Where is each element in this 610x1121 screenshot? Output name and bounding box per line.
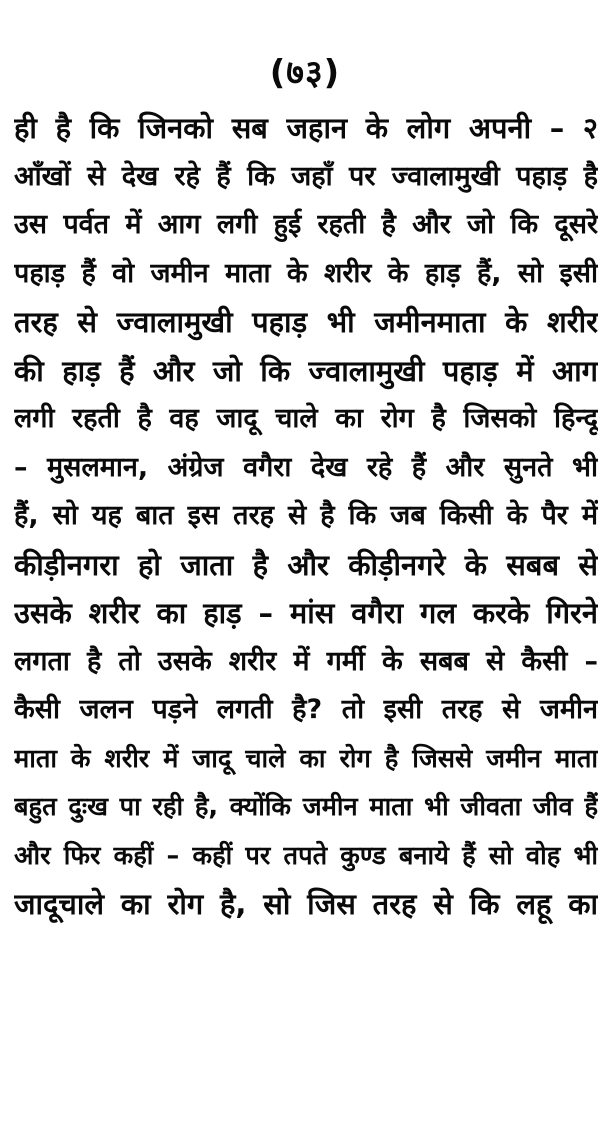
text-line-4: पहाड़ हैं वो जमीन माता के शरीर के हाड़ हैं, सो इसी — [14, 257, 598, 289]
text-line-14: माता के शरीर में जादू चाले का रोग है जिससे जमीन माता — [14, 743, 598, 774]
text-line-11: उसके शरीर का हाड़ – मांस वगैरा गल करके गिरने — [14, 596, 598, 630]
text-line-5: तरह से ज्वालामुखी पहाड़ भी जमीनमाता के शरीर — [14, 305, 598, 339]
text-line-13: कैसी जलन पड़ने लगती है? तो इसी तरह से जमीन — [14, 694, 598, 725]
text-line-1: ही है कि जिनको सब जहान के लोग अपनी – २ — [14, 111, 598, 145]
text-line-17: जादूचाले का रोग है, सो जिस तरह से कि लहू का — [14, 887, 598, 921]
text-line-8: – मुसलमान, अंग्रेज वगैरा देख रहे हैं और सुनते भी — [14, 451, 598, 483]
text-line-12: लगता है तो उसके शरीर में गर्मी के सबब से कैसी – — [14, 645, 598, 677]
text-line-3: उस पर्वत में आग लगी हुई रहती है और जो कि दूसरे — [14, 209, 598, 240]
text-line-6: की हाड़ हैं और जो कि ज्वालामुखी पहाड़ में आग — [14, 353, 598, 388]
text-line-9: हैं, सो यह बात इस तरह से है कि जब किसी के पैर में — [14, 500, 598, 531]
text-line-15: बहुत दुःख पा रही है, क्योंकि जमीन माता भी जीवता जीव हैं — [14, 792, 598, 822]
page-number: (७३) — [269, 53, 341, 93]
text-line-7: लगी रहती है वह जादू चाले का रोग है जिसको हिन्दू — [14, 403, 598, 434]
body-text — [14, 104, 598, 929]
text-line-16: और फिर कहीं – कहीं पर तपते कुण्ड बनाये हैं सो वोह भी — [14, 840, 598, 871]
text-line-10: कीड़ीनगरा हो जाता है और कीड़ीनगरे के सबब से — [14, 547, 598, 582]
text-line-2: आँखों से देख रहे हैं कि जहाँ पर ज्वालामुखी पहाड़ है — [14, 160, 598, 192]
